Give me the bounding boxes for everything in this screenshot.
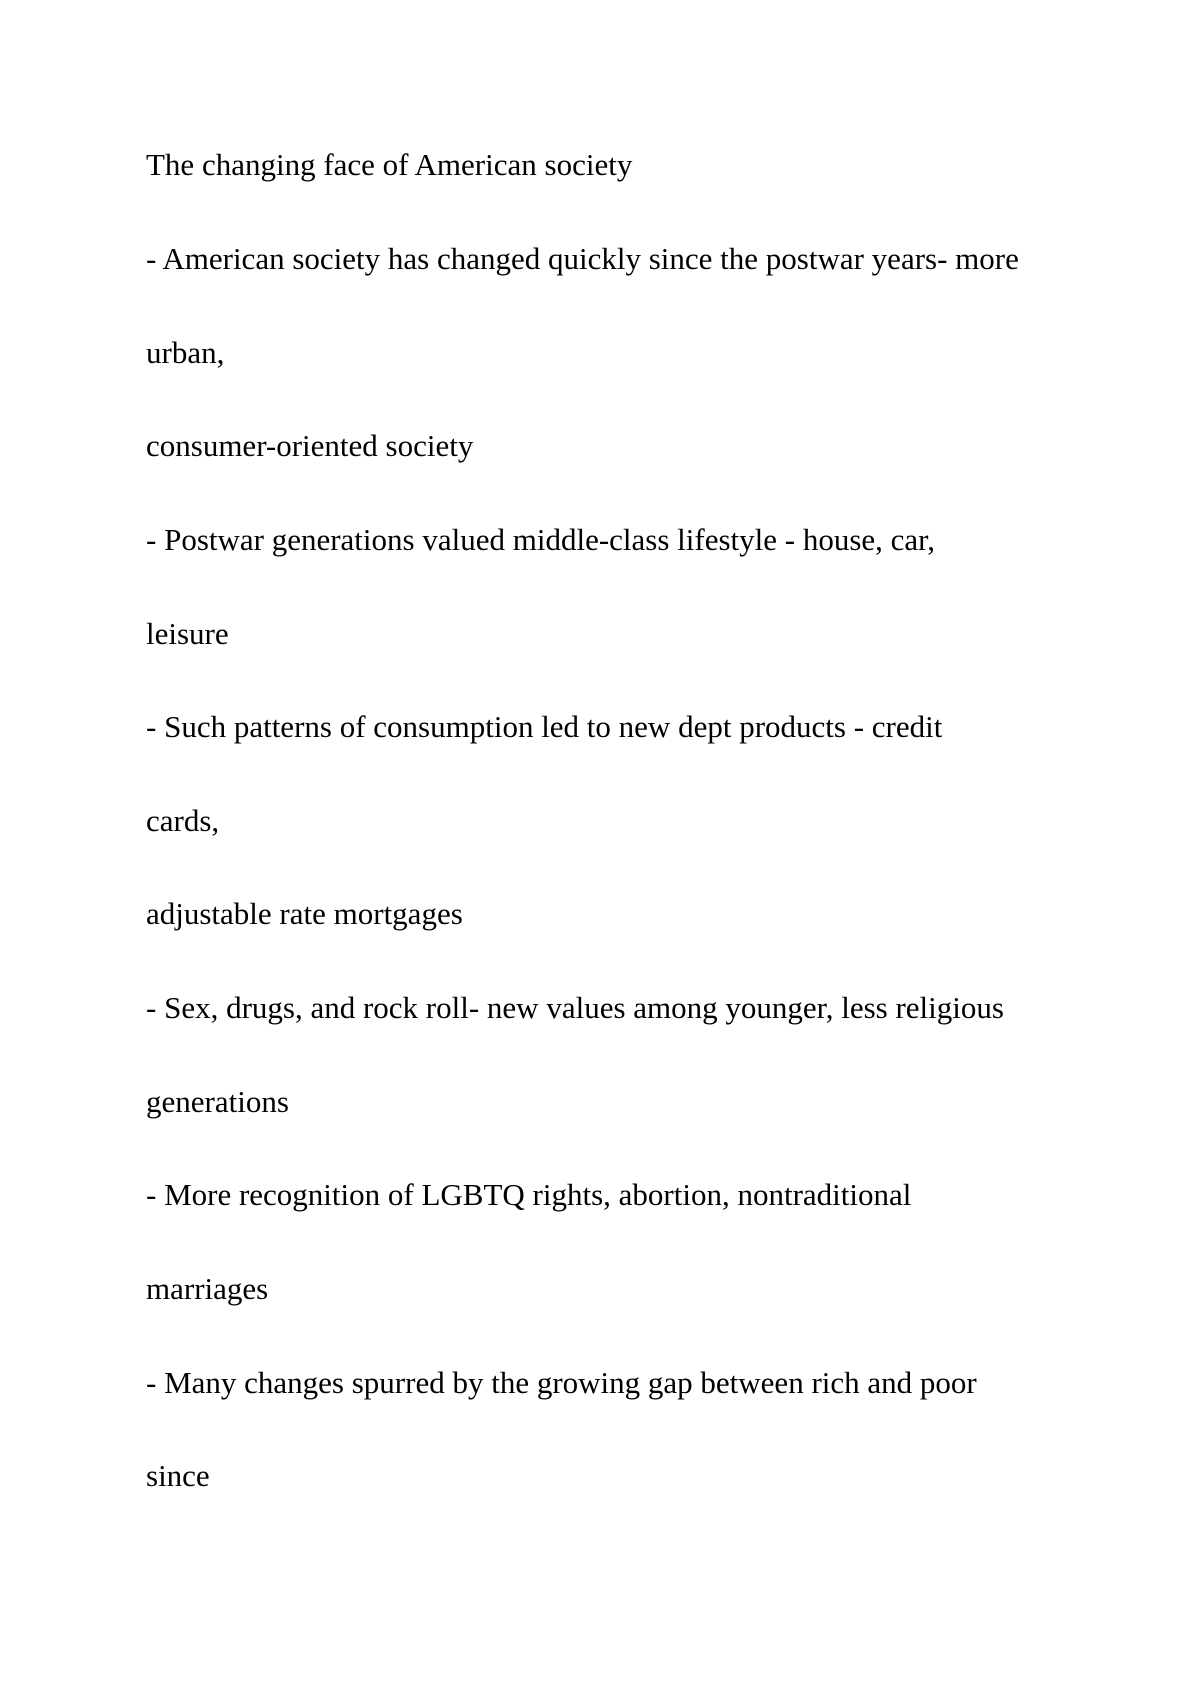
document-line: - Such patterns of consumption led to new dept products - credit	[146, 709, 943, 744]
document-line: - Many changes spurred by the growing gap between rich and poor	[146, 1365, 977, 1400]
document-line: marriages	[146, 1271, 269, 1306]
document-line: generations	[146, 1084, 289, 1119]
document-line: urban,	[146, 335, 225, 370]
document-line: - American society has changed quickly since the postwar years- more	[146, 241, 1019, 276]
document-line: - More recognition of LGBTQ rights, abortion, nontraditional	[146, 1177, 912, 1212]
document-line: since	[146, 1458, 210, 1493]
document-line: cards,	[146, 803, 220, 838]
document-line: adjustable rate mortgages	[146, 896, 463, 931]
document-line: consumer-oriented society	[146, 428, 474, 463]
document-line: - Sex, drugs, and rock roll- new values among younger, less religious	[146, 990, 1004, 1025]
document-line: - Postwar generations valued middle-class lifestyle - house, car,	[146, 522, 936, 557]
document-line: leisure	[146, 616, 229, 651]
document-title: The changing face of American society	[146, 147, 633, 182]
